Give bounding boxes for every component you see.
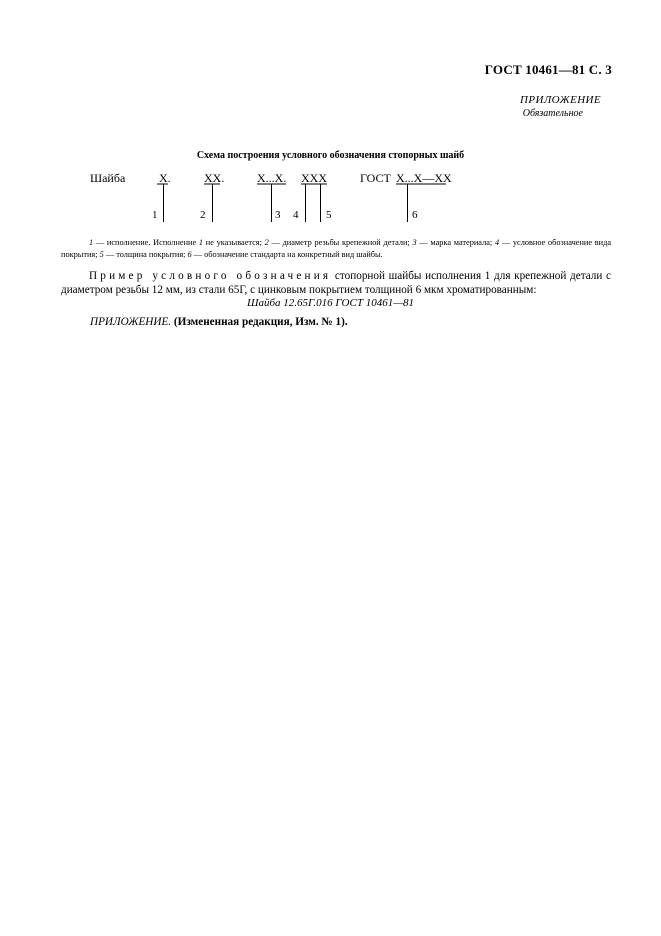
appendix-subtitle: Обязательное bbox=[522, 108, 583, 119]
revision-note-label: ПРИЛОЖЕНИЕ. bbox=[90, 316, 172, 328]
page-header: ГОСТ 10461—81 С. 3 bbox=[484, 62, 612, 77]
token-4-5: ХХХ bbox=[301, 171, 327, 185]
scheme-number-4: 4 bbox=[293, 209, 299, 221]
token-gost: ГОСТ bbox=[360, 171, 391, 185]
scheme-number-3: 3 bbox=[275, 209, 281, 221]
scheme-title: Схема построения условного обозначения стопорных шайб bbox=[196, 150, 465, 161]
token-3: Х...Х. bbox=[257, 171, 287, 185]
scheme-number-5: 5 bbox=[326, 209, 332, 221]
scheme-number-2: 2 bbox=[200, 209, 206, 221]
example-designation: Шайба 12.65Г.016 ГОСТ 10461—81 bbox=[247, 297, 414, 309]
revision-note-text: (Измененная редакция, Изм. № 1). bbox=[171, 316, 348, 328]
example-lead: Пример условного обозначения bbox=[89, 270, 332, 282]
scheme-number-6: 6 bbox=[412, 209, 418, 221]
scheme-number-1: 1 bbox=[152, 209, 158, 221]
token-6: Х...Х—ХХ bbox=[396, 171, 452, 185]
token-2: ХХ. bbox=[204, 171, 225, 185]
scheme-legend: 1 — исполнение. Исполнение 1 не указывается; 2 — диаметр резьбы крепежной детали; 3 — марка материала; 4 — условное обозначение вида покрытия; 5 — толщина покрытия; 6 — обозначение стандарта на конкретный вид шайбы. bbox=[61, 238, 612, 259]
token-1: Х. bbox=[159, 171, 171, 185]
token-name: Шайба bbox=[90, 171, 126, 185]
revision-note bbox=[90, 316, 348, 328]
appendix-title: ПРИЛОЖЕНИЕ bbox=[520, 94, 601, 106]
example-text: стопорной шайбы исполнения 1 для крепежной детали с диаметром резьбы 12 мм, из стали 65Г, с цинковым покрытием толщиной 6 мкм хроматированным: bbox=[61, 270, 612, 296]
example-paragraph bbox=[61, 270, 611, 297]
